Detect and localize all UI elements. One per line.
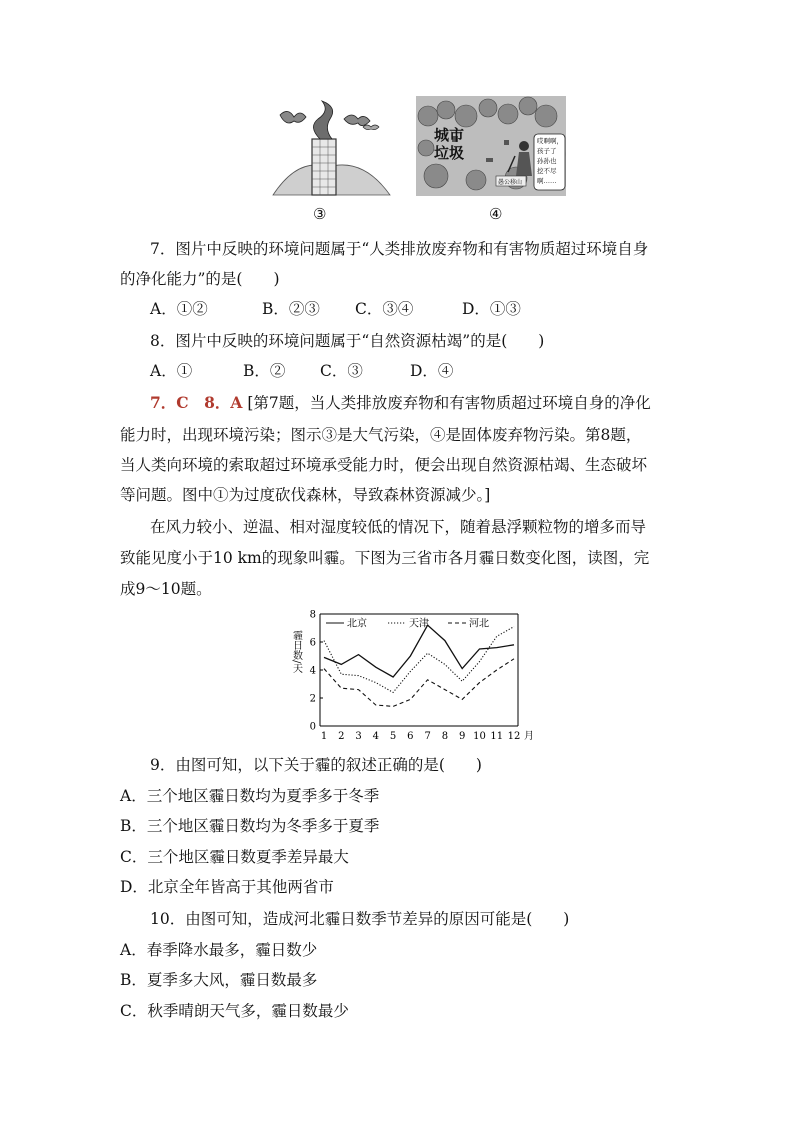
q7-option-a: A．①② bbox=[150, 300, 208, 318]
x-tick-label: 9 bbox=[458, 731, 466, 742]
svg-text:垃圾: 垃圾 bbox=[434, 144, 465, 162]
answer-7-8-line3: 当人类向环境的索取超过环境承受能力时，便会出现自然资源枯竭、生态破坏 bbox=[120, 456, 648, 474]
x-tick-label: 5 bbox=[389, 731, 397, 742]
q8-stem: 8．图片中反映的环境问题属于“自然资源枯竭”的是( ) bbox=[150, 332, 545, 350]
legend-label: 河北 bbox=[469, 618, 489, 630]
haze-days-chart bbox=[288, 608, 536, 748]
speech-line: 啊…… bbox=[537, 177, 557, 185]
x-tick-label: 7 bbox=[424, 731, 431, 742]
legend-label: 北京 bbox=[347, 618, 367, 630]
yugong-text: 愚公移山 bbox=[498, 179, 523, 186]
y-tick-label: 2 bbox=[309, 693, 316, 705]
q7-option-d: D．①③ bbox=[462, 300, 521, 318]
q8-option-c: C．③ bbox=[320, 362, 363, 380]
q8-option-d: D．④ bbox=[410, 362, 454, 380]
y-tick-label: 0 bbox=[309, 721, 316, 733]
answer-7-8-text1: [第7题，当人类排放废弃物和有害物质超过环境自身的净化 bbox=[247, 394, 651, 412]
speech-line: 挖不尽 bbox=[537, 167, 557, 175]
q10-option-b: B．夏季多大风，霾日数最多 bbox=[120, 971, 318, 989]
q8-option-a: A．① bbox=[150, 362, 193, 380]
q7-stem-line2: 的净化能力”的是( ) bbox=[120, 270, 280, 288]
answer-7-8-line4: 等问题。图中①为过度砍伐森林，导致森林资源减少。] bbox=[120, 486, 491, 504]
series-line-1 bbox=[324, 625, 514, 677]
q7-stem-line1: 7．图片中反映的环境问题属于“人类排放废弃物和有害物质超过环境自身 bbox=[150, 240, 649, 258]
q9-option-c: C．三个地区霾日数夏季差异最大 bbox=[120, 848, 349, 866]
q9-stem: 9．由图可知，以下关于霾的叙述正确的是( ) bbox=[150, 756, 482, 774]
city-trash-text: 城市 bbox=[434, 126, 465, 144]
q8-option-b: B．② bbox=[243, 362, 286, 380]
intro-line1: 在风力较小、逆温、相对湿度较低的情况下，随着悬浮颗粒物的增多而导 bbox=[150, 518, 647, 536]
q7-option-c: C．③④ bbox=[355, 300, 414, 318]
intro-line3: 成9～10题。 bbox=[120, 580, 212, 598]
x-tick-label: 4 bbox=[372, 731, 380, 742]
y-tick-label: 4 bbox=[309, 665, 316, 677]
x-tick-label: 11 bbox=[490, 731, 504, 742]
q9-option-b: B．三个地区霾日数均为冬季多于夏季 bbox=[120, 817, 380, 835]
figure-row bbox=[268, 92, 568, 202]
answer-7-8-line1 bbox=[150, 392, 651, 414]
q9-option-a: A．三个地区霾日数均为夏季多于冬季 bbox=[120, 787, 380, 805]
speech-line: 孩子了 bbox=[537, 147, 557, 155]
y-axis-label: 霾日数/天 bbox=[290, 630, 302, 674]
q7-option-b: B．②③ bbox=[262, 300, 320, 318]
intro-line2: 致能见度小于10 km的现象叫霾。下图为三省市各月霾日数变化图，读图，完 bbox=[120, 549, 650, 567]
speech-line: 哎啊啊， bbox=[537, 137, 563, 145]
x-tick-label: 1 bbox=[320, 731, 328, 742]
x-tick-label: 3 bbox=[355, 731, 362, 742]
q9-option-d: D．北京全年皆高于其他两省市 bbox=[120, 878, 334, 896]
y-tick-label: 8 bbox=[309, 609, 316, 621]
air-pollution-illustration bbox=[268, 97, 393, 197]
q10-stem: 10．由图可知，造成河北霾日数季节差异的原因可能是( ) bbox=[150, 910, 570, 928]
q10-option-a: A．春季降水最多，霾日数少 bbox=[120, 941, 318, 959]
x-tick-label: 2 bbox=[338, 731, 345, 742]
figure-label-4: ④ bbox=[489, 205, 503, 223]
legend-label: 天津 bbox=[409, 618, 429, 630]
x-tick-label: 12 bbox=[507, 731, 521, 742]
answer-7-8-line2: 能力时，出现环境污染；图示③是大气污染，④是固体废弃物污染。第8题， bbox=[120, 426, 642, 444]
q10-option-c: C．秋季晴朗天气多，霾日数最少 bbox=[120, 1002, 349, 1020]
speech-line: 孙孙也 bbox=[537, 157, 557, 165]
x-tick-label: 8 bbox=[441, 731, 449, 742]
answer-key: 7．C 8．A bbox=[150, 393, 243, 412]
x-tick-label: 10 bbox=[473, 731, 486, 742]
series-line-3 bbox=[324, 659, 514, 707]
city-garbage-illustration bbox=[416, 96, 566, 196]
x-unit-label: 月 bbox=[524, 731, 534, 742]
x-tick-label: 6 bbox=[407, 731, 414, 742]
haze-days-chart-svg bbox=[288, 608, 536, 748]
y-tick-label: 6 bbox=[309, 637, 316, 649]
series-line-2 bbox=[324, 627, 514, 693]
figure-label-3: ③ bbox=[313, 205, 327, 223]
